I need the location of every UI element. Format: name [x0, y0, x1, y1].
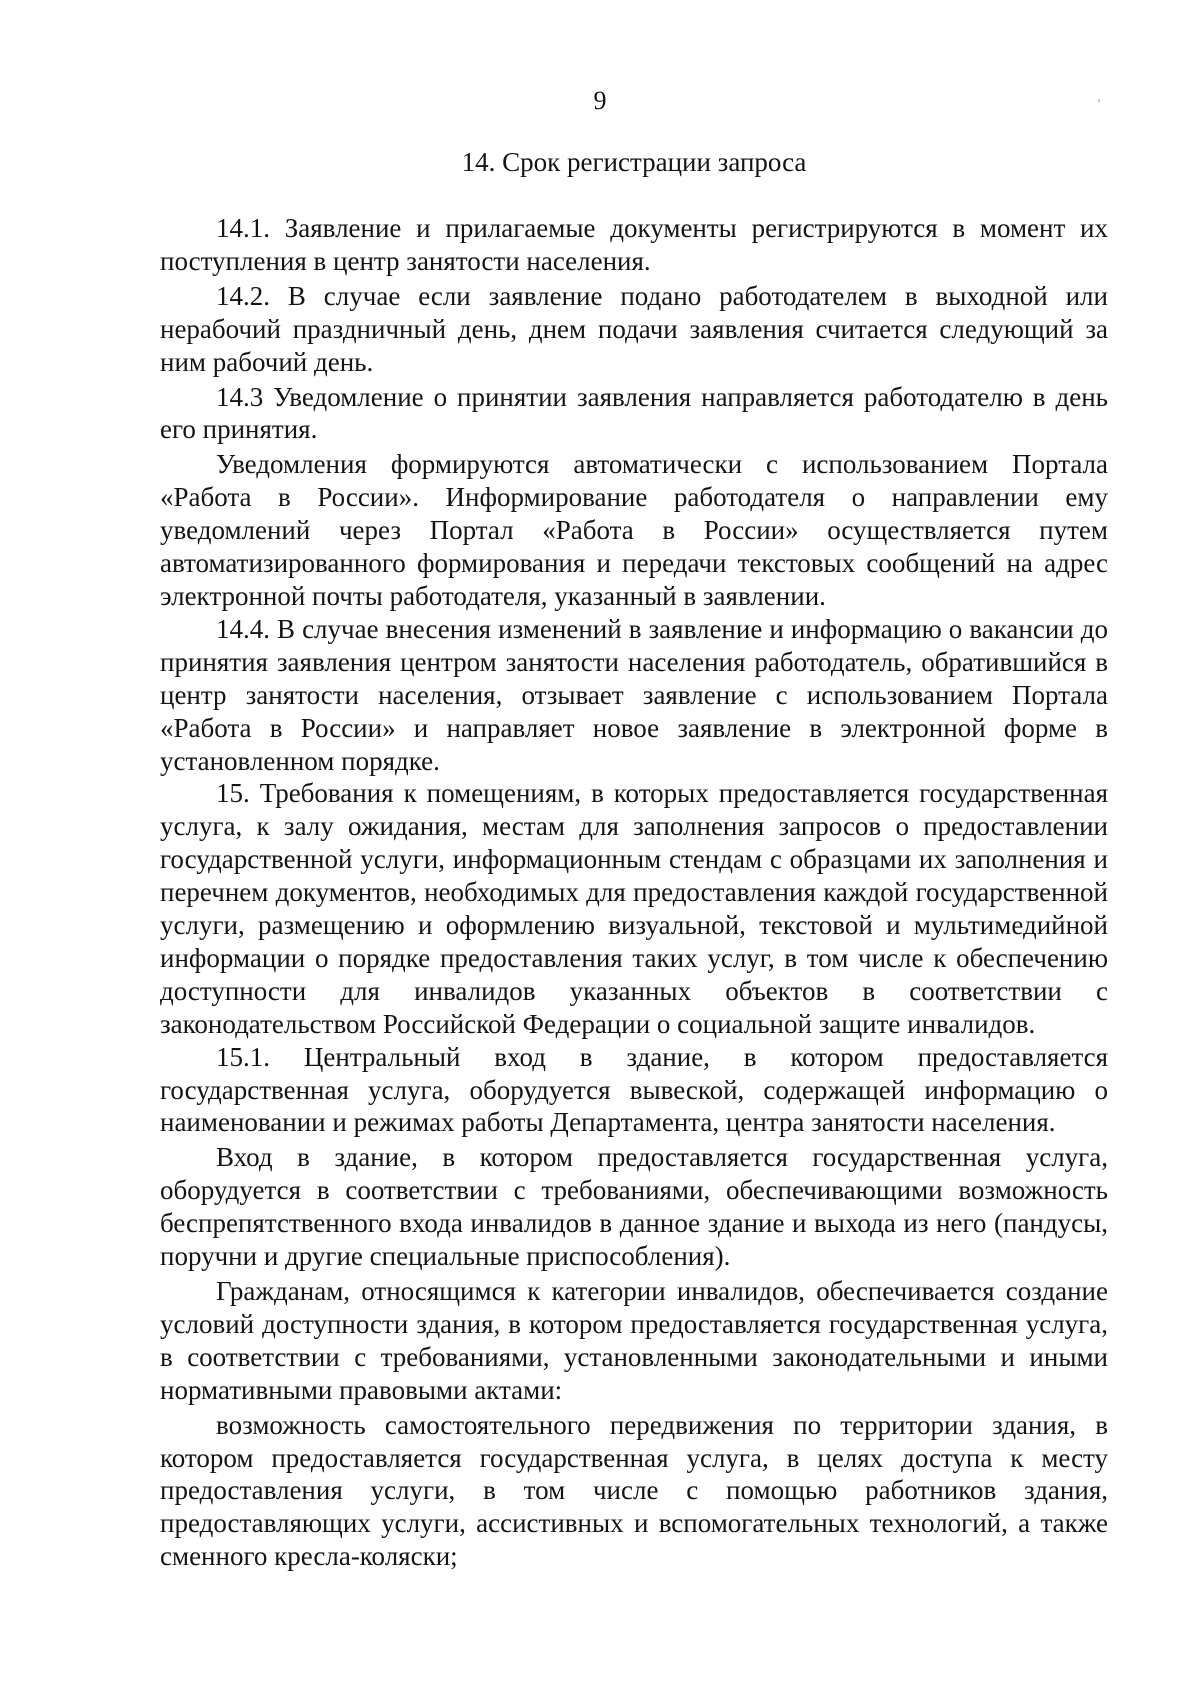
page-number: 9	[593, 86, 607, 115]
section-title: 14. Срок регистрации запроса	[461, 147, 807, 177]
paragraph-entrance: Вход в здание, в котором предоставляется государственная услуга, оборудуется в соответствии с требованиями, обеспечивающими возможность беспрепятственного входа инвалидов в данное здание и выхода из него (пандусы, поручни и другие специальные приспособления).	[160, 1142, 1108, 1272]
paragraph-14-1: 14.1. Заявление и прилагаемые документы регистрируются в момент их поступления в центр занятости населения.	[160, 213, 1108, 276]
paragraph-14-2: 14.2. В случае если заявление подано работодателем в выходной или нерабочий праздничный день, днем подачи заявления считается следующий за ним рабочий день.	[160, 280, 1108, 377]
paragraph-notifications: Уведомления формируются автоматически с использованием Портала «Работа в России». Информирование работодателя о направлении ему уведомлений через Портал «Работа в России» осуществляется путем автоматизированного формирования и передачи текстовых сообщений на адрес электронной почты работодателя, указанный в заявлении.	[160, 449, 1108, 611]
paragraph-15: 15. Требования к помещениям, в которых предоставляется государственная услуга, к залу ожидания, местам для заполнения запросов о предоставлении государственной услуги, информационным стендам с образцами их заполнения и перечнем документов, необходимых для предоставления каждой государственной услуги, размещению и оформлению визуальной, текстовой и мультимедийной информации о порядке предоставления таких услуг, в том числе к обеспечению доступности для инвалидов указанных объектов в соответствии с законодательством Российской Федерации о социальной защите инвалидов.	[160, 778, 1108, 1039]
paragraph-movement: возможность самостоятельного передвижения по территории здания, в котором предоставляется государственная услуга, в целях доступа к месту предоставления услуги, в том числе с помощью работников здания, предоставляющих услуги, ассистивных и вспомогательных технологий, а также сменного кресла-коляски;	[160, 1409, 1108, 1572]
corner-mark: '	[1098, 96, 1101, 110]
paragraph-14-4: 14.4. В случае внесения изменений в заявление и информацию о вакансии до принятия заявления центром занятости населения работодатель, обратившийся в центр занятости населения, отзывает заявление с использованием Портала «Работа в России» и направляет новое заявление в электронной форме в установленном порядке.	[160, 613, 1108, 776]
paragraph-14-3: 14.3 Уведомление о принятии заявления направляется работодателю в день его принятия.	[160, 381, 1108, 445]
document-body	[160, 212, 1108, 1573]
paragraph-disabled-citizens: Гражданам, относящимся к категории инвалидов, обеспечивается создание условий доступности здания, в котором предоставляется государственная услуга, в соответствии с требованиями, установленными законодательными и иными нормативными правовыми актами:	[160, 1276, 1108, 1405]
paragraph-15-1: 15.1. Центральный вход в здание, в котором предоставляется государственная услуга, оборудуется вывеской, содержащей информацию о наименовании и режимах работы Департамента, центра занятости населения.	[160, 1041, 1108, 1138]
